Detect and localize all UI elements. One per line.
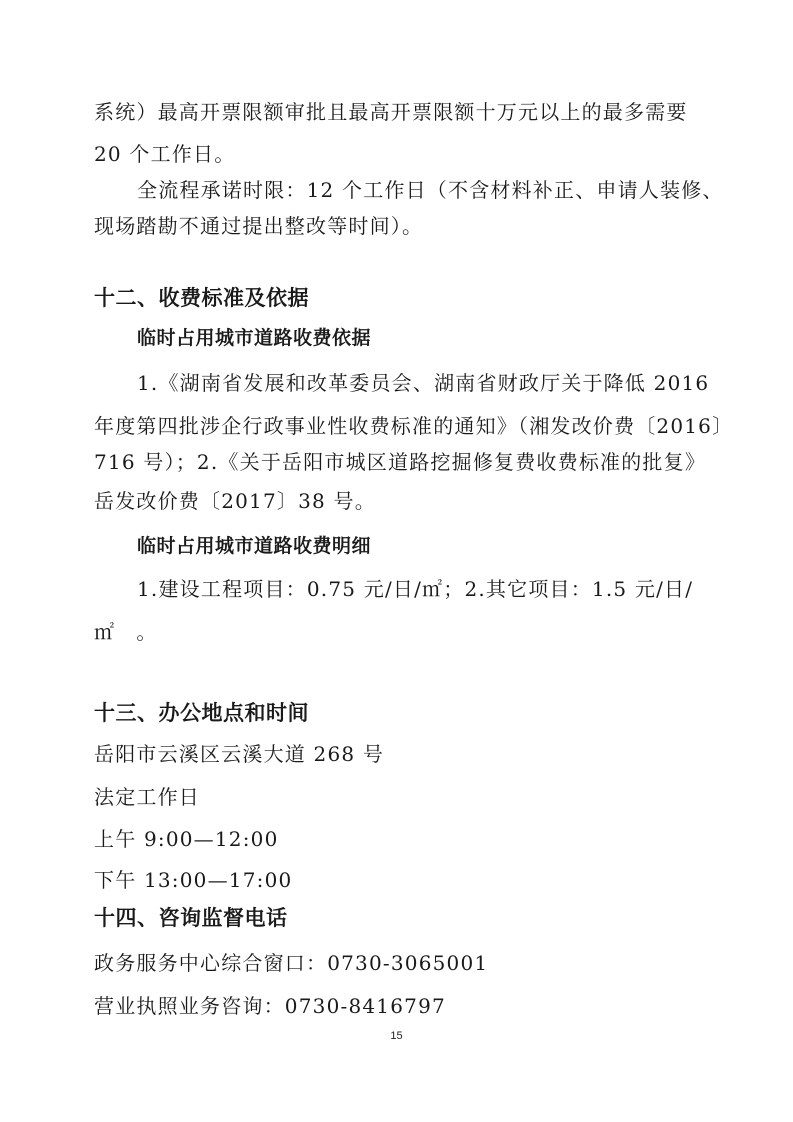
fee-detail-title: 临时占用城市道路收费明细 [137,535,372,557]
office-workdays: 法定工作日 [94,785,200,809]
section-12-heading: 十二、收费标准及依据 [94,286,309,310]
section-13-heading: 十三、办公地点和时间 [94,701,309,725]
office-hours-morning: 上午 9:00—12:00 [94,827,279,851]
approval-time-line-1: 系统）最高开票限额审批且最高开票限额十万元以上的最多需要 [94,100,688,124]
business-license-phone: 营业执照业务咨询：0730-8416797 [94,994,446,1018]
commitment-time-line-2: 现场踏勘不通过提出整改等时间）。 [94,214,424,238]
fee-basis-line-1: 1.《湖南省发展和改革委员会、湖南省财政厅关于降低 2016 [137,371,710,395]
fee-basis-title: 临时占用城市道路收费依据 [137,327,372,349]
service-center-phone: 政务服务中心综合窗口：0730-3065001 [94,951,489,975]
approval-time-line-2: 20 个工作日。 [94,142,236,166]
section-14-heading: 十四、咨询监督电话 [94,906,288,930]
fee-basis-line-2: 年度第四批涉企行政事业性收费标准的通知》（湘发改价费〔2016〕 [94,414,734,438]
fee-detail-line-2: ㎡ 。 [94,620,158,644]
commitment-time-line-1: 全流程承诺时限：12 个工作日（不含材料补正、申请人装修、 [137,178,724,202]
fee-basis-line-4: 岳发改价费〔2017〕38 号。 [94,489,376,513]
office-hours-afternoon: 下午 13:00—17:00 [94,868,293,892]
fee-detail-line-1: 1.建设工程项目：0.75 元/日/㎡；2.其它项目：1.5 元/日/ [137,577,694,601]
office-address: 岳阳市云溪区云溪大道 268 号 [94,742,385,766]
fee-basis-line-3: 716 号）；2.《关于岳阳市城区道路挖掘修复费收费标准的批复》 [94,450,707,474]
page-number: 15 [390,1030,403,1042]
